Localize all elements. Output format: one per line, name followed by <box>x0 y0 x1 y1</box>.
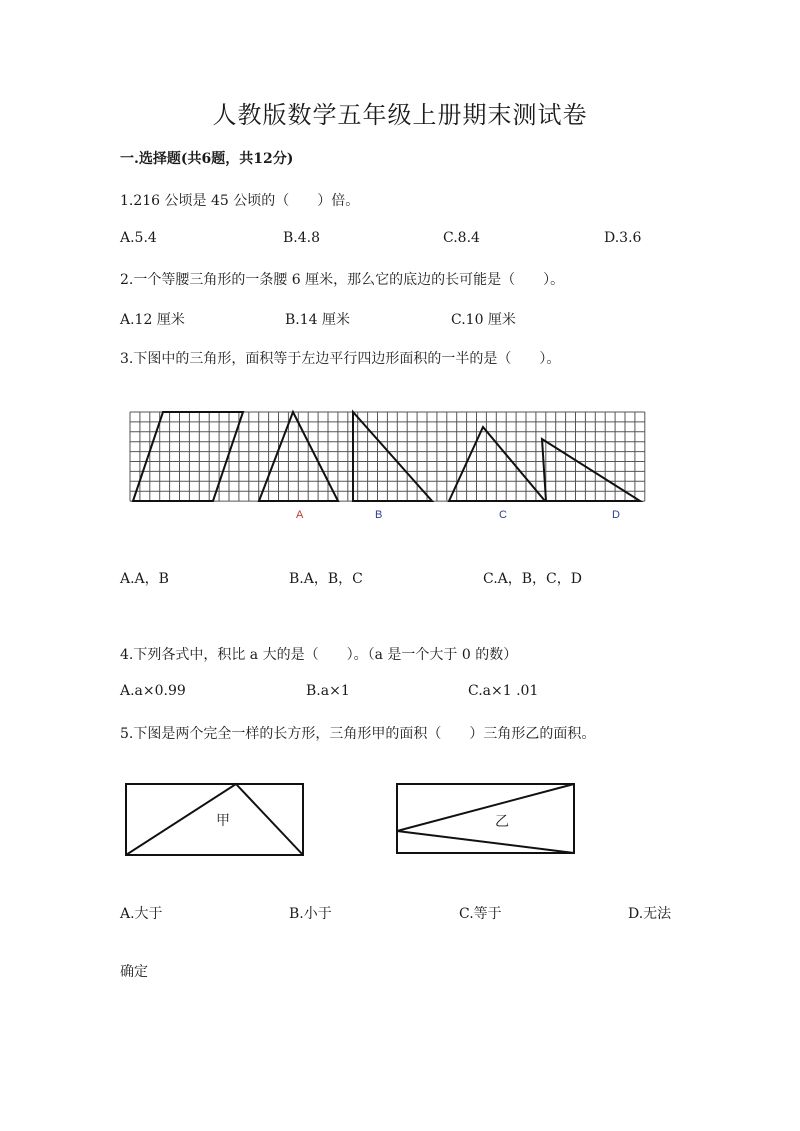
q1-option-c[interactable]: C.8.4 <box>443 230 480 246</box>
figure-label-d: D <box>612 509 620 521</box>
q1-option-d[interactable]: D.3.6 <box>604 230 642 246</box>
figure-label-a: A <box>296 509 304 521</box>
q1-option-a[interactable]: A.5.4 <box>120 230 157 246</box>
triangle-c-shape <box>449 427 545 501</box>
q5-option-d-continued: 确定 <box>120 964 148 980</box>
q2-option-b[interactable]: B.14 厘米 <box>285 312 351 328</box>
q5-option-b[interactable]: B.小于 <box>289 906 332 922</box>
q4-option-a[interactable]: A.a×0.99 <box>120 683 186 699</box>
q4-option-c[interactable]: C.a×1 .01 <box>468 683 539 699</box>
rectangle-jia <box>126 784 303 855</box>
q2-option-c[interactable]: C.10 厘米 <box>451 312 516 328</box>
question-1-text: 1.216 公顷是 45 公顷的（ ）倍。 <box>120 193 360 209</box>
q3-option-c[interactable]: C.A，B，C，D <box>483 571 582 587</box>
q4-option-b[interactable]: B.a×1 <box>306 683 350 699</box>
triangle-jia-shape <box>126 784 303 855</box>
q3-option-b[interactable]: B.A，B，C <box>289 571 363 587</box>
question-2-text: 2.一个等腰三角形的一条腰 6 厘米，那么它的底边的长可能是（ ）。 <box>120 272 565 288</box>
page-title: 人教版数学五年级上册期末测试卷 <box>212 101 588 129</box>
q3-option-a[interactable]: A.A，B <box>120 571 169 587</box>
triangle-yi-shape <box>397 784 574 853</box>
label-yi: 乙 <box>495 814 509 830</box>
question-3-text: 3.下图中的三角形，面积等于左边平行四边形面积的一半的是（ ）。 <box>120 351 561 367</box>
question-4-text: 4.下列各式中，积比 a 大的是（ ）。（a 是一个大于 0 的数） <box>120 647 518 663</box>
section-heading: 一.选择题(共6题，共12分) <box>120 151 294 167</box>
triangle-b-shape <box>353 412 432 501</box>
q5-option-c[interactable]: C.等于 <box>459 906 502 922</box>
q5-option-a[interactable]: A.大于 <box>120 906 163 922</box>
figure-label-c: C <box>499 509 507 521</box>
q1-option-b[interactable]: B.4.8 <box>283 230 321 246</box>
q5-option-d[interactable]: D.无法 <box>628 906 672 922</box>
q2-option-a[interactable]: A.12 厘米 <box>120 312 185 328</box>
label-jia: 甲 <box>216 813 230 829</box>
figure-label-b: B <box>375 509 383 521</box>
question-5-text: 5.下图是两个完全一样的长方形，三角形甲的面积（ ）三角形乙的面积。 <box>120 726 596 742</box>
